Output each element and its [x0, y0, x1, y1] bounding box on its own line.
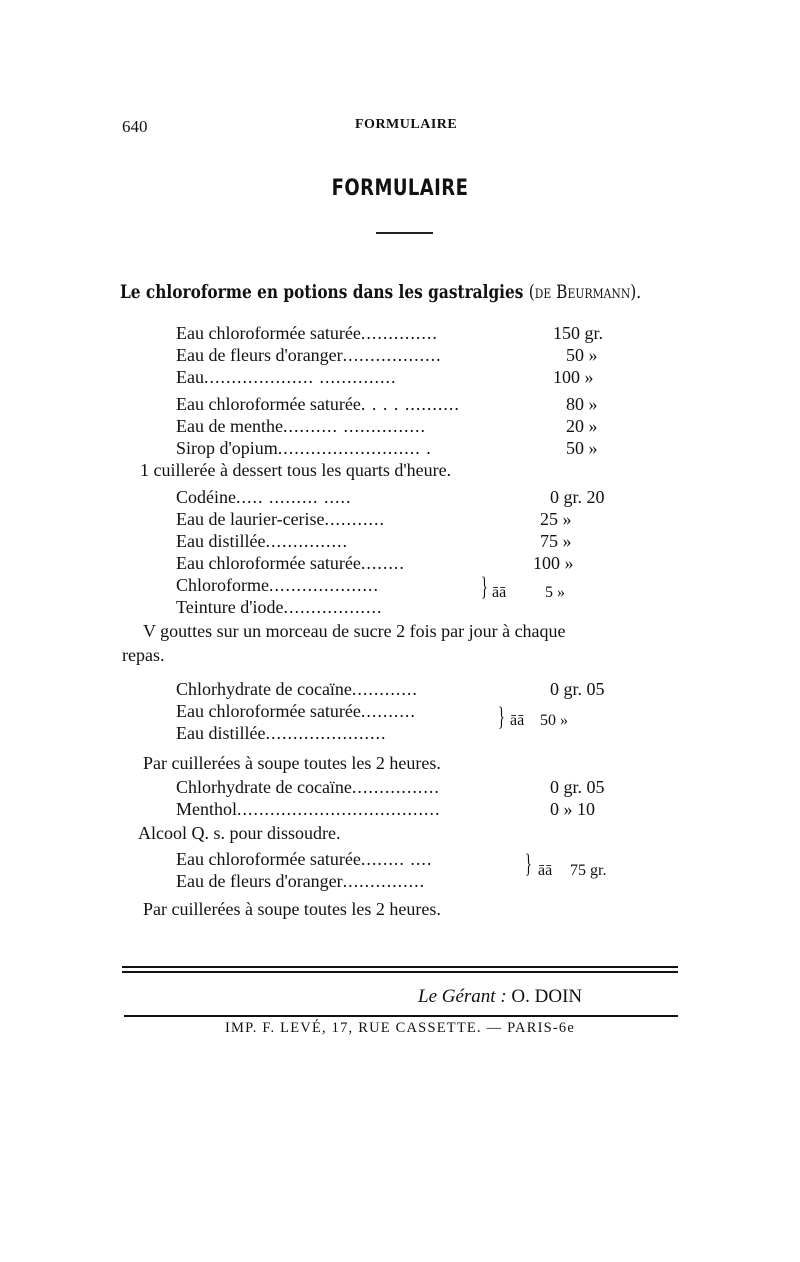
ingredient-name: Chlorhydrate de cocaïne: [176, 679, 352, 699]
formula-row: [176, 530, 348, 552]
ingredient-quantity: 20 »: [566, 416, 598, 436]
ingredient-quantity: 0 gr. 05: [550, 679, 605, 699]
dot-leader: ..............: [360, 323, 438, 343]
dot-leader: ................: [351, 777, 440, 797]
running-title: FORMULAIRE: [355, 117, 458, 132]
instruction-1-cont: repas.: [122, 645, 165, 665]
formula-row: [176, 437, 432, 459]
imprint-rule: [124, 1015, 678, 1017]
ingredient-name: Eau de fleurs d'oranger: [176, 871, 343, 891]
brace-1-label: āā: [492, 584, 507, 601]
ingredient-name: Eau chloroformée saturée: [176, 323, 361, 343]
dot-leader: . . . . ..........: [360, 394, 460, 414]
formula-row: [176, 366, 396, 388]
ingredient-quantity: 0 » 10: [550, 799, 595, 819]
dot-leader: .......... ...............: [282, 416, 426, 436]
dot-leader: ..... ......... .....: [236, 487, 352, 507]
dot-leader: ..................: [283, 597, 383, 617]
ingredient-name: Eau distillée: [176, 531, 266, 551]
formula-row: [176, 393, 460, 415]
dot-leader: ...............: [342, 871, 426, 891]
instruction-2: Par cuillerées à soupe toutes les 2 heures.: [143, 753, 441, 773]
dot-leader: ...............: [265, 531, 348, 551]
formula-row: [176, 870, 425, 892]
page-number: 640: [122, 117, 148, 136]
dot-leader: ........ ....: [360, 849, 433, 869]
instruction-3: Alcool Q. s. pour dissoudre.: [138, 823, 341, 843]
brace-3-label: āā: [538, 862, 553, 879]
ingredient-name: Eau de fleurs d'oranger: [176, 345, 343, 365]
ingredient-name: Chloroforme: [176, 575, 269, 595]
gerant-signature: [418, 986, 582, 1008]
recipe-heading: [120, 282, 641, 303]
formula-row: [176, 848, 432, 870]
ingredient-quantity: 150 gr.: [553, 323, 604, 343]
formula-row: [176, 486, 352, 508]
instruction-1: V gouttes sur un morceau de sucre 2 fois par jour à chaque: [143, 621, 566, 641]
ingredient-name: Teinture d'iode: [176, 597, 284, 617]
formula-row: [176, 722, 386, 744]
brace-2: }: [498, 702, 505, 731]
ingredient-quantity: 80 »: [566, 394, 598, 414]
dot-leader: ....................: [268, 575, 379, 595]
brace-3: }: [525, 849, 532, 878]
ingredient-name: Sirop d'opium: [176, 438, 278, 458]
instruction-4: Par cuillerées à soupe toutes les 2 heures.: [143, 899, 441, 919]
dot-leader: ........: [360, 553, 405, 573]
ingredient-name: Eau chloroformée saturée: [176, 849, 361, 869]
formula-row: [176, 574, 379, 596]
ingredient-quantity: 25 »: [540, 509, 572, 529]
heading-author: (de Beurmann).: [528, 282, 642, 303]
ingredient-name: Eau de menthe: [176, 416, 283, 436]
section-title: FORMULAIRE: [331, 176, 469, 201]
brace-3-qty: 75 gr.: [570, 862, 607, 879]
dot-leader: ...........: [324, 509, 386, 529]
dot-leader: ......................: [265, 723, 387, 743]
formula-row: [176, 700, 416, 722]
ingredient-quantity: 75 »: [540, 531, 572, 551]
ingredient-name: Codéine: [176, 487, 236, 507]
ingredient-name: Eau distillée: [176, 723, 266, 743]
ingredient-name: Eau chloroformée saturée: [176, 701, 361, 721]
brace-2-qty: 50 »: [540, 712, 568, 729]
formula-row: [176, 798, 441, 820]
ingredient-quantity: 100 »: [533, 553, 574, 573]
gerant-label: Le Gérant :: [418, 986, 507, 1007]
formula-row: [176, 344, 442, 366]
formula-row: [176, 678, 418, 700]
formula-row: [176, 596, 382, 618]
ingredient-name: 1 cuillerée à dessert tous les quarts d'heure.: [140, 460, 452, 480]
title-rule: [376, 232, 433, 234]
formula-row: [176, 776, 440, 798]
ingredient-name: Menthol: [176, 799, 237, 819]
heading-text: Le chloroforme en potions dans les gastralgies: [120, 282, 524, 303]
ingredient-name: Eau: [176, 367, 204, 387]
formula-row: [176, 322, 438, 344]
ingredient-name: Eau de laurier-cerise: [176, 509, 325, 529]
dot-leader: ............: [351, 679, 418, 699]
brace-1: }: [481, 572, 488, 601]
brace-1-qty: 5 »: [545, 584, 565, 601]
ingredient-name: Chlorhydrate de cocaïne: [176, 777, 352, 797]
formula-row: [176, 552, 405, 574]
dot-leader: .......................... .: [277, 438, 432, 458]
gerant-name: O. DOIN: [511, 986, 583, 1007]
ingredient-name: Eau chloroformée saturée: [176, 394, 361, 414]
formula-row: [140, 459, 451, 481]
ingredient-name: Eau chloroformée saturée: [176, 553, 361, 573]
ingredient-quantity: 100 »: [553, 367, 594, 387]
dot-leader: ..................: [342, 345, 442, 365]
footer-rule-2: [122, 971, 678, 973]
dot-leader: ..........: [360, 701, 416, 721]
formula-row: [176, 508, 385, 530]
ingredient-quantity: 50 »: [566, 345, 598, 365]
dot-leader: .....................................: [237, 799, 441, 819]
formula-row: [176, 415, 426, 437]
brace-2-label: āā: [510, 712, 525, 729]
ingredient-quantity: 0 gr. 05: [550, 777, 605, 797]
printer-imprint: IMP. F. LEVÉ, 17, RUE CASSETTE. — PARIS-6e: [224, 1020, 575, 1036]
footer-rule-1: [122, 966, 678, 968]
ingredient-quantity: 50 »: [566, 438, 598, 458]
ingredient-quantity: 0 gr. 20: [550, 487, 605, 507]
dot-leader: .................... ..............: [203, 367, 397, 387]
